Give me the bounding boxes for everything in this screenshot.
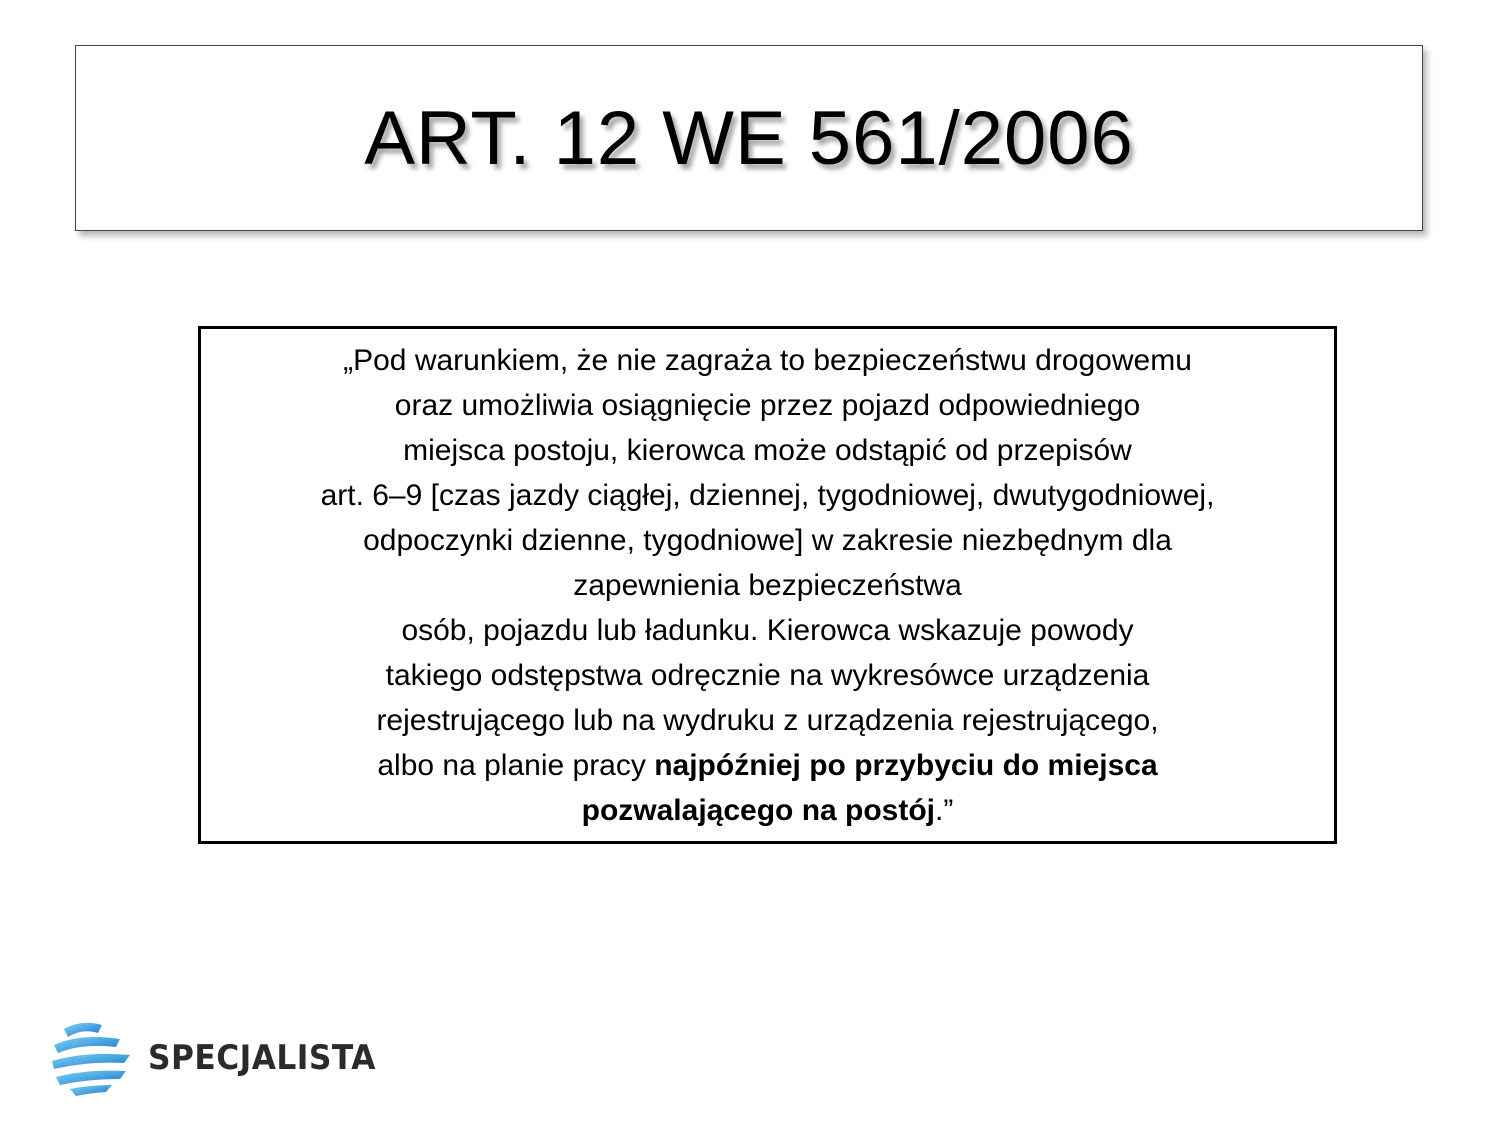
quote-line: „Pod warunkiem, że nie zagraża to bezpieczeństwu drogowemu xyxy=(343,343,1192,377)
quote-line: takiego odstępstwa odręcznie na wykresówce urządzenia xyxy=(385,658,1150,692)
quote-line: odpoczynki dzienne, tygodniowe] w zakresie niezbędnym dla xyxy=(363,523,1172,557)
quote-line: zapewnienia bezpieczeństwa xyxy=(573,568,962,602)
quote-line: miejsca postoju, kierowca może odstąpić od przepisów xyxy=(403,433,1132,467)
globe-arrows-icon xyxy=(50,1019,134,1097)
quote-line xyxy=(582,788,954,833)
quote-text-bold: pozwalającego na postój xyxy=(581,793,936,827)
logo-text: SPECJALISTA xyxy=(148,1038,376,1078)
slide-title: ART. 12 WE 561/2006 xyxy=(364,95,1134,181)
title-box xyxy=(75,45,1423,231)
quote-text-plain: albo na planie pracy xyxy=(377,748,655,782)
quote-line: art. 6–9 [czas jazdy ciągłej, dziennej, tygodniowej, dwutygodniowej, xyxy=(320,478,1215,512)
quote-line: osób, pojazdu lub ładunku. Kierowca wskazuje powody xyxy=(401,613,1134,647)
quote-line: oraz umożliwia osiągnięcie przez pojazd odpowiedniego xyxy=(394,388,1141,422)
quote-line xyxy=(377,743,1157,788)
quote-text-plain: .” xyxy=(935,793,954,827)
quote-box xyxy=(198,326,1337,844)
company-logo xyxy=(50,1018,396,1098)
quote-line: rejestrującego lub na wydruku z urządzenia rejestrującego, xyxy=(376,703,1159,737)
quote-text-bold: najpóźniej po przybyciu do miejsca xyxy=(654,748,1158,782)
